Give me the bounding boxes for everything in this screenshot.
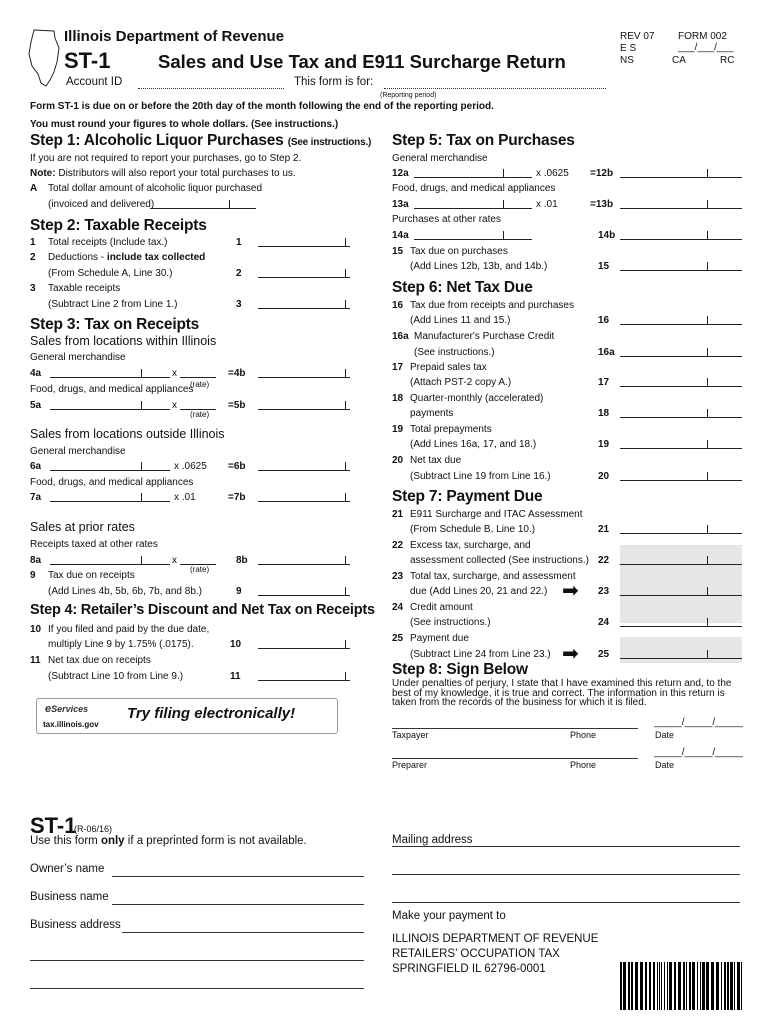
taxpayer-date-field[interactable]: _____/_____/_____ (654, 717, 743, 728)
barcode-bar (700, 962, 701, 1010)
within-heading: Sales from locations within Illinois (30, 334, 217, 348)
line5b-num: =5b (228, 400, 246, 411)
line11-label: Net tax due on receipts (48, 655, 151, 666)
barcode-bar (727, 962, 729, 1010)
step7-heading: Step 7: Payment Due (392, 488, 543, 505)
line-a-field[interactable] (150, 198, 256, 209)
agency-name: Illinois Department of Revenue (64, 28, 285, 45)
line6a-field[interactable] (50, 460, 170, 471)
perjury-statement: Under penalties of perjury, I state that I have examined this return and, to the best of my knowledge, it is true and correct. The information in this return is taken from the records of the business for which it is filed. (392, 678, 732, 708)
barcode-bar (645, 962, 647, 1010)
line1-num: 1 (30, 237, 36, 248)
efile-promo[interactable] (36, 698, 338, 734)
taxpayer-signature-field[interactable] (392, 728, 638, 729)
line21-num: 21 (392, 509, 404, 520)
barcode-bar (683, 962, 685, 1010)
line23-num: 23 (392, 571, 404, 582)
line2-field[interactable] (258, 267, 350, 278)
line5a-field[interactable] (50, 399, 170, 410)
barcode (620, 962, 744, 1010)
line20-num: 20 (392, 455, 404, 466)
payment-to-label: Make your payment to (392, 910, 506, 922)
line19-label: Total prepayments (410, 424, 492, 435)
barcode-bar (661, 962, 662, 1010)
revision-date: (R-06/16) (74, 824, 113, 834)
line19-label2: (Add Lines 16a, 17, and 18.) (410, 439, 537, 450)
line1-label: Total receipts (Include tax.) (48, 237, 168, 248)
line24-field[interactable] (620, 616, 742, 627)
line6-rate: x .0625 (174, 461, 207, 472)
line16a-label: Manufacturer's Purchase Credit (414, 331, 555, 342)
period-label: This form is for: (294, 76, 374, 88)
promo-text: Try filing electronically! (127, 705, 296, 722)
es-code: E S (620, 43, 637, 54)
ns-code: NS (620, 55, 634, 66)
line7b-num: =7b (228, 492, 246, 503)
promo-url[interactable]: tax.illinois.gov (43, 720, 99, 729)
business-address-label: Business address (30, 919, 121, 931)
step5-heading: Step 5: Tax on Purchases (392, 132, 575, 149)
line18-field[interactable] (620, 407, 742, 418)
form-id: ST-1 (64, 48, 111, 73)
illinois-map-icon (26, 28, 62, 90)
line3-label2: (Subtract Line 2 from Line 1.) (48, 299, 178, 310)
line12b-field[interactable] (620, 167, 742, 178)
barcode-bar (667, 962, 668, 1010)
line16-label: Tax due from receipts and purchases (410, 300, 574, 311)
footer-form-id: ST-1 (30, 813, 77, 838)
line24-label2: (See instructions.) (410, 617, 491, 628)
line18-box-num: 18 (598, 408, 610, 419)
line-a-label: Total dollar amount of alcoholic liquor purchased (48, 183, 263, 194)
line17-label: Prepaid sales tax (410, 362, 487, 373)
line13-rate: x .01 (536, 199, 558, 210)
owner-name-field[interactable] (112, 876, 364, 877)
line19-field[interactable] (620, 438, 742, 449)
line5b-field[interactable] (258, 399, 350, 410)
line9-box-num: 9 (236, 586, 242, 597)
barcode-bar (716, 962, 719, 1010)
line13a-field[interactable] (414, 198, 532, 209)
line15-num: 15 (392, 246, 404, 257)
payment-address: ILLINOIS DEPARTMENT OF REVENUE RETAILERS’ OCCUPATION TAX SPRINGFIELD IL 62796-0001 (392, 933, 599, 975)
barcode-bar (737, 962, 740, 1010)
barcode-bar (741, 962, 742, 1010)
line4a-num: 4a (30, 368, 42, 379)
preparer-label: Preparer (392, 760, 428, 770)
barcode-bar (649, 962, 651, 1010)
line15-label: Tax due on purchases (410, 246, 508, 257)
line5a-num: 5a (30, 400, 42, 411)
line25-label: Payment due (410, 633, 469, 644)
owner-name-label: Owner’s name (30, 863, 105, 875)
rate-label: (rate) (190, 410, 210, 419)
line6b-num: =6b (228, 461, 246, 472)
line7a-field[interactable] (50, 491, 170, 502)
date-label: Date (655, 730, 675, 740)
line16-num: 16 (392, 300, 404, 311)
barcode-bar (686, 962, 687, 1010)
line20-field[interactable] (620, 470, 742, 481)
line9-field[interactable] (258, 585, 350, 596)
account-id-field[interactable] (138, 88, 284, 89)
barcode-bar (640, 962, 643, 1010)
line7a-num: 7a (30, 492, 42, 503)
barcode-bar (659, 962, 660, 1010)
step6-heading: Step 6: Net Tax Due (392, 279, 533, 296)
line16-field[interactable] (620, 314, 742, 325)
line1-box-num: 1 (236, 237, 242, 248)
gm-label: General merchandise (392, 153, 488, 164)
mailing-address-field[interactable] (392, 846, 740, 847)
line21-box-num: 21 (598, 524, 610, 535)
line17-field[interactable] (620, 376, 742, 387)
line8a-num: 8a (30, 555, 42, 566)
rc-code: RC (720, 55, 735, 66)
round-notice: You must round your figures to whole dollars. (See instructions.) (30, 119, 339, 130)
line18-label: Quarter-monthly (accelerated) (410, 393, 544, 404)
line16a-box-num: 16a (598, 347, 615, 358)
line-a-num: A (30, 183, 38, 194)
barcode-bar (689, 962, 691, 1010)
line12-rate: x .0625 (536, 168, 569, 179)
account-id-label: Account ID (66, 76, 123, 88)
step1-text: If you are not required to report your purchases, go to Step 2. (30, 153, 302, 164)
fd-label: Food, drugs, and medical appliances (30, 477, 194, 488)
prior-heading: Sales at prior rates (30, 520, 135, 534)
arrow-right-icon: ➡ (562, 643, 579, 665)
line18-num: 18 (392, 393, 404, 404)
line22-label: Excess tax, surcharge, and (410, 540, 531, 551)
line2-num: 2 (30, 252, 36, 263)
fd-label: Food, drugs, and medical appliances (30, 384, 194, 395)
arrow-right-icon: ➡ (562, 580, 579, 602)
barcode-bar (631, 962, 633, 1010)
barcode-bar (674, 962, 676, 1010)
line8b-field[interactable] (258, 554, 350, 565)
barcode-bar (692, 962, 695, 1010)
line15-label2: (Add Lines 12b, 13b, and 14b.) (410, 261, 548, 272)
barcode-bar (734, 962, 735, 1010)
line23-field[interactable] (620, 585, 742, 596)
line24-label: Credit amount (410, 602, 473, 613)
barcode-bar (678, 962, 681, 1010)
line23-box-num: 23 (598, 586, 610, 597)
line22-num: 22 (392, 540, 404, 551)
fd-label: Food, drugs, and medical appliances (392, 183, 556, 194)
mailing-address-field-3[interactable] (392, 902, 740, 903)
gm-label: General merchandise (30, 352, 126, 363)
line14a-num: 14a (392, 230, 409, 241)
line14a-field[interactable] (414, 229, 532, 240)
gm-label: General merchandise (30, 446, 126, 457)
line10-box-num: 10 (230, 639, 242, 650)
barcode-bar (664, 962, 665, 1010)
times-sign: x (172, 400, 177, 411)
form-title: Sales and Use Tax and E911 Surcharge Return (158, 51, 566, 72)
phone-label: Phone (570, 730, 597, 740)
line6a-num: 6a (30, 461, 42, 472)
other-rates-label: Purchases at other rates (392, 214, 501, 225)
step1-note: Note: Distributors will also report your total purchases to us. (30, 168, 296, 179)
reporting-period-field[interactable] (384, 88, 606, 89)
line22-field[interactable] (620, 554, 742, 565)
ca-rc-field: ___/___/___ (678, 42, 734, 53)
line1-field[interactable] (258, 236, 350, 247)
line11-label2: (Subtract Line 10 from Line 9.) (48, 671, 184, 682)
form-code: FORM 002 (678, 31, 727, 42)
line19-box-num: 19 (598, 439, 610, 450)
line24-num: 24 (392, 602, 404, 613)
line16-box-num: 16 (598, 315, 610, 326)
barcode-bar (628, 962, 630, 1010)
line2-label2: (From Schedule A, Line 30.) (48, 268, 173, 279)
line17-label2: (Attach PST-2 copy A.) (410, 377, 512, 388)
line4b-num: =4b (228, 368, 246, 379)
line4-rate-field[interactable] (180, 367, 216, 378)
line9-label: Tax due on receipts (48, 570, 135, 581)
line14b-field[interactable] (620, 229, 742, 240)
barcode-bar (623, 962, 626, 1010)
line10-field[interactable] (258, 638, 350, 649)
line11-box-num: 11 (230, 671, 241, 682)
line14b-num: 14b (598, 230, 616, 241)
step1-heading: Step 1: Alcoholic Liquor Purchases (See instructions.) (30, 132, 372, 149)
line16a-label2: (See instructions.) (414, 347, 495, 358)
step2-heading: Step 2: Taxable Receipts (30, 217, 207, 234)
line16a-num: 16a (392, 331, 409, 342)
line12a-num: 12a (392, 168, 409, 179)
times-sign: x (172, 368, 177, 379)
line23-label2: due (Add Lines 20, 21 and 22.) (410, 586, 548, 597)
step8-heading: Step 8: Sign Below (392, 661, 528, 678)
barcode-bar (706, 962, 709, 1010)
line24-box-num: 24 (598, 617, 610, 628)
line19-num: 19 (392, 424, 404, 435)
barcode-bar (653, 962, 655, 1010)
line21-field[interactable] (620, 523, 742, 534)
business-name-label: Business name (30, 891, 109, 903)
mailing-address-label: Mailing address (392, 834, 473, 846)
line11-num: 11 (30, 655, 41, 666)
line12a-field[interactable] (414, 167, 532, 178)
line12b-num: =12b (590, 168, 614, 179)
line21-label2: (From Schedule B, Line 10.) (410, 524, 536, 535)
line4b-field[interactable] (258, 367, 350, 378)
line17-num: 17 (392, 362, 404, 373)
line-a-label2: (invoiced and delivered) (48, 199, 155, 210)
step4-heading: Step 4: Retailer’s Discount and Net Tax on Receipts (30, 602, 375, 618)
line15-box-num: 15 (598, 261, 610, 272)
date-label: Date (655, 760, 675, 770)
due-notice: Form ST-1 is due on or before the 20th day of the month following the end of the reporting period. (30, 101, 494, 112)
barcode-bar (730, 962, 733, 1010)
line21-label: E911 Surcharge and ITAC Assessment (410, 509, 583, 520)
line3-box-num: 3 (236, 299, 242, 310)
phone-label: Phone (570, 760, 597, 770)
barcode-bar (724, 962, 726, 1010)
period-hint: (Reporting period) (380, 92, 437, 99)
line10-label2: multiply Line 9 by 1.75% (.0175). (48, 639, 194, 650)
line9-num: 9 (30, 570, 36, 581)
line18-label2: payments (410, 408, 454, 419)
times-sign: x (172, 555, 177, 566)
line4a-field[interactable] (50, 367, 170, 378)
line9-label2: (Add Lines 4b, 5b, 6b, 7b, and 8b.) (48, 586, 202, 597)
preparer-date-field[interactable]: _____/_____/_____ (654, 747, 743, 758)
line7-rate: x .01 (174, 492, 196, 503)
line3-label: Taxable receipts (48, 283, 121, 294)
line25-box-num: 25 (598, 649, 610, 660)
line17-box-num: 17 (598, 377, 610, 388)
business-name-field[interactable] (112, 904, 364, 905)
barcode-bar (711, 962, 714, 1010)
line11-field[interactable] (258, 670, 350, 681)
line25-label2: (Subtract Line 24 from Line 23.) (410, 649, 551, 660)
eservices-logo: eServices (45, 703, 89, 715)
line20-label: Net tax due (410, 455, 462, 466)
line8a-field[interactable] (50, 554, 170, 565)
line7b-field[interactable] (258, 491, 350, 502)
line13b-field[interactable] (620, 198, 742, 209)
barcode-bar (669, 962, 672, 1010)
outside-heading: Sales from locations outside Illinois (30, 427, 225, 441)
line20-label2: (Subtract Line 19 from Line 16.) (410, 471, 551, 482)
line6b-field[interactable] (258, 460, 350, 471)
line10-label: If you filed and paid by the due date, (48, 624, 210, 635)
taxpayer-label: Taxpayer (392, 730, 429, 740)
mailing-address-field-2[interactable] (392, 874, 740, 875)
line8b-num: 8b (236, 555, 248, 566)
line10-num: 10 (30, 624, 42, 635)
business-address-field[interactable] (122, 932, 364, 933)
step3-heading: Step 3: Tax on Receipts (30, 316, 200, 333)
rate-label: (rate) (190, 565, 210, 574)
barcode-bar (657, 962, 658, 1010)
barcode-bar (702, 962, 705, 1010)
rate-label: (rate) (190, 380, 210, 389)
line2-label: Deductions - include tax collected (48, 252, 206, 263)
barcode-bar (721, 962, 722, 1010)
line13b-num: =13b (590, 199, 614, 210)
line13a-num: 13a (392, 199, 409, 210)
line20-box-num: 20 (598, 471, 610, 482)
other-rates-label: Receipts taxed at other rates (30, 539, 158, 550)
barcode-bar (620, 962, 622, 1010)
line25-field[interactable] (620, 648, 742, 659)
line22-box-num: 22 (598, 555, 610, 566)
line25-num: 25 (392, 633, 404, 644)
line16-label2: (Add Lines 11 and 15.) (410, 315, 511, 326)
line2-box-num: 2 (236, 268, 242, 279)
line3-num: 3 (30, 283, 36, 294)
preparer-signature-field[interactable] (392, 758, 638, 759)
barcode-bar (635, 962, 638, 1010)
line3-field[interactable] (258, 298, 350, 309)
line15-field[interactable] (620, 260, 742, 271)
barcode-bar (697, 962, 698, 1010)
ca-code: CA (672, 55, 686, 66)
line23-label: Total tax, surcharge, and assessment (410, 571, 576, 582)
business-address-field-3[interactable] (30, 988, 364, 989)
rev-code: REV 07 (620, 31, 655, 42)
use-form-note: Use this form only if a preprinted form is not available. (30, 835, 307, 847)
line16a-field[interactable] (620, 346, 742, 357)
business-address-field-2[interactable] (30, 960, 364, 961)
line22-label2: assessment collected (See instructions.) (410, 555, 589, 566)
